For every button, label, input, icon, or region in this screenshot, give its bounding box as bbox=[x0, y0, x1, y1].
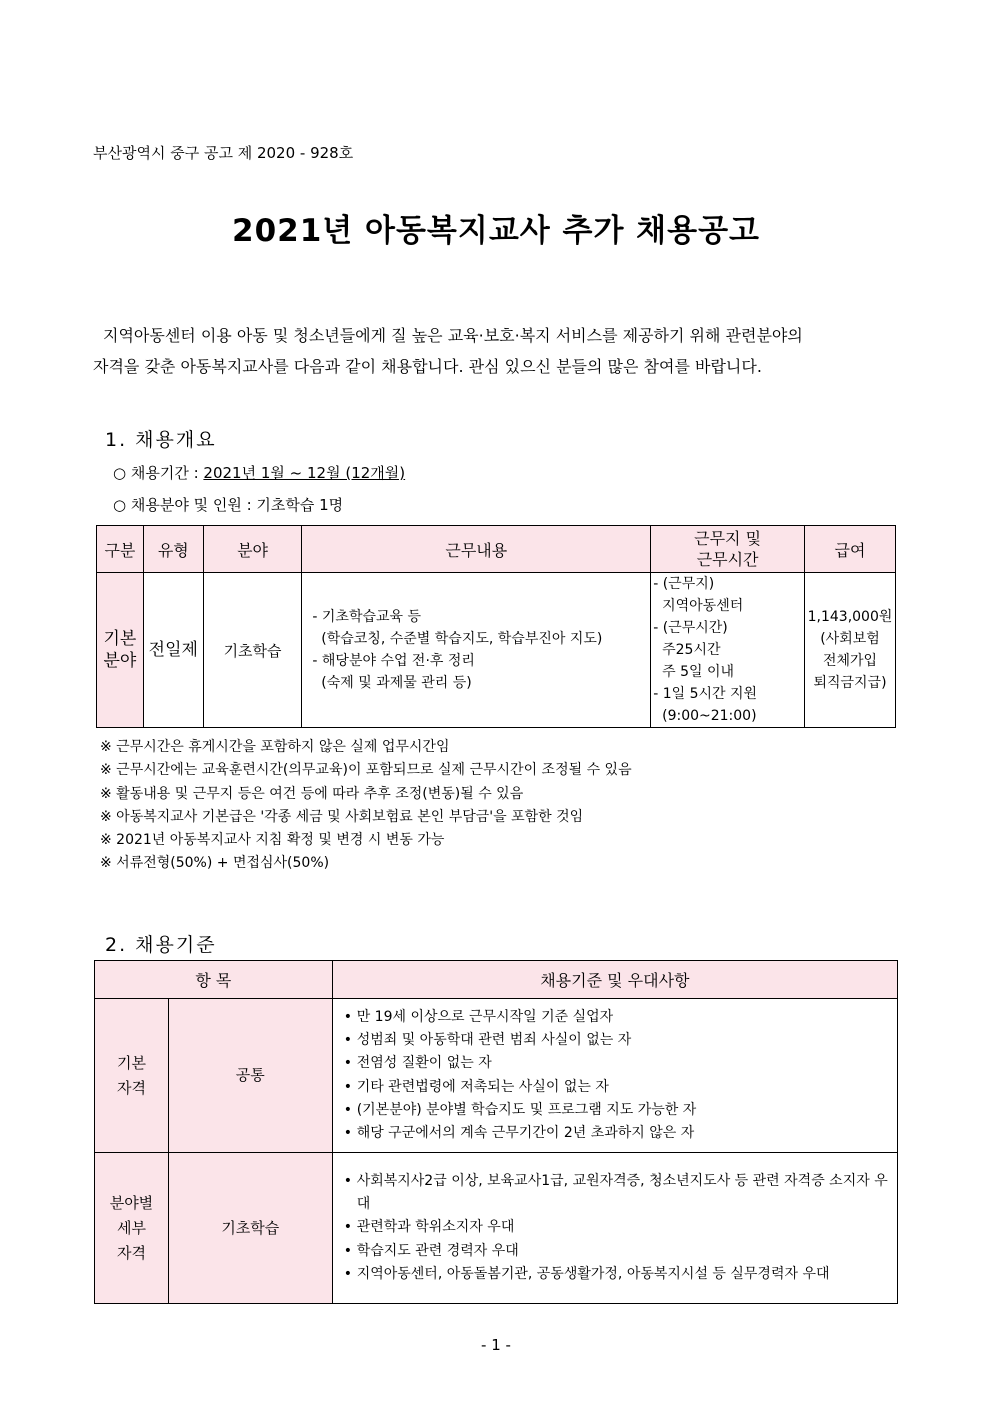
duty-line: (숙제 및 과제물 관리 등) bbox=[312, 675, 472, 691]
criteria-item: • (기본분야) 분야별 학습지도 및 프로그램 지도 가능한 자 bbox=[357, 1099, 889, 1122]
place-line: - (근무시간) bbox=[653, 620, 728, 636]
group-line: 분야별 bbox=[109, 1193, 154, 1212]
header-criteria: 채용기준 및 우대사항 bbox=[332, 961, 897, 999]
duties-cell bbox=[302, 573, 651, 728]
criteria-item: • 사회복지사2급 이상, 보육교사1급, 교원자격증, 청소년지도사 등 관련 자격증 소지자 우대 bbox=[357, 1170, 889, 1216]
group-line: 세부 bbox=[116, 1218, 146, 1237]
header-place-time-line1: 근무지 및 bbox=[694, 529, 762, 548]
sub-common: 공통 bbox=[168, 999, 332, 1153]
header-item: 항 목 bbox=[95, 961, 333, 999]
group-line: 기본 bbox=[116, 1053, 146, 1072]
recruit-period-label: ○ 채용기간 : bbox=[113, 464, 204, 482]
criteria-field-cell bbox=[332, 1153, 897, 1304]
page-number: - 1 - bbox=[481, 1336, 511, 1354]
place-time-cell bbox=[651, 573, 805, 728]
place-line: 주25시간 bbox=[653, 642, 721, 658]
group-field bbox=[95, 1153, 169, 1304]
overview-header-row bbox=[97, 526, 896, 573]
intro-paragraph bbox=[93, 320, 905, 382]
note-item: ※ 근무시간에는 교육훈련시간(의무교육)이 포함되므로 실제 근무시간이 조정될 수 있음 bbox=[100, 762, 632, 779]
note-item: ※ 2021년 아동복지교사 지침 확정 및 변경 시 변동 가능 bbox=[100, 832, 445, 849]
header-type: 유형 bbox=[143, 526, 203, 573]
criteria-item: • 전염성 질환이 없는 자 bbox=[357, 1052, 889, 1075]
sub-basic-learning: 기초학습 bbox=[168, 1153, 332, 1304]
recruit-field: ○ 채용분야 및 인원 : 기초학습 1명 bbox=[113, 496, 344, 514]
criteria-list bbox=[333, 1166, 897, 1290]
place-line: - 1일 5시간 지원 bbox=[653, 686, 758, 702]
criteria-item: • 기타 관련법령에 저촉되는 사실이 없는 자 bbox=[357, 1076, 889, 1099]
place-line: 주 5일 이내 bbox=[653, 664, 735, 680]
overview-table bbox=[96, 525, 896, 728]
document-title: 2021년 아동복지교사 추가 채용공고 bbox=[232, 213, 760, 249]
category-cell bbox=[97, 573, 144, 728]
note-item: ※ 근무시간은 휴게시간을 포함하지 않은 실제 업무시간임 bbox=[100, 739, 450, 755]
pay-note: 퇴직금지급) bbox=[813, 675, 887, 691]
category-line2: 분야 bbox=[103, 651, 137, 671]
header-category: 구분 bbox=[97, 526, 144, 573]
category-line1: 기본 bbox=[103, 629, 137, 649]
header-pay: 급여 bbox=[805, 526, 896, 573]
type-cell: 전일제 bbox=[143, 573, 203, 728]
section-1-heading: 1. 채용개요 bbox=[105, 429, 217, 451]
criteria-row-field bbox=[95, 1153, 898, 1304]
criteria-header-row bbox=[95, 961, 898, 999]
criteria-item: • 성범죄 및 아동학대 관련 범죄 사실이 없는 자 bbox=[357, 1029, 889, 1052]
criteria-basic-cell bbox=[332, 999, 897, 1153]
header-place-time bbox=[651, 526, 805, 573]
criteria-table bbox=[94, 960, 898, 1304]
pay-note: 전체가입 bbox=[822, 653, 878, 669]
pay-note: (사회보험 bbox=[820, 631, 880, 647]
group-line: 자격 bbox=[116, 1078, 146, 1097]
criteria-item: • 해당 구군에서의 계속 근무기간이 2년 초과하지 않은 자 bbox=[357, 1122, 889, 1145]
header-place-time-line2: 근무시간 bbox=[696, 550, 759, 569]
criteria-item: • 관련학과 학위소지자 우대 bbox=[357, 1216, 889, 1239]
pay-amount: 1,143,000원 bbox=[807, 609, 893, 625]
place-line: 지역아동센터 bbox=[653, 598, 744, 614]
duty-line: - 기초학습교육 등 bbox=[312, 609, 422, 625]
header-duties: 근무내용 bbox=[302, 526, 651, 573]
criteria-row-basic bbox=[95, 999, 898, 1153]
criteria-item: • 지역아동센터, 아동돌봄기관, 공동생활가정, 아동복지시설 등 실무경력자 우대 bbox=[357, 1263, 889, 1286]
note-item: ※ 아동복지교사 기본급은 '각종 세금 및 사회보험료 본인 부담금'을 포함한 것임 bbox=[100, 808, 584, 825]
place-line: - (근무지) bbox=[653, 576, 715, 592]
overview-row bbox=[97, 573, 896, 728]
criteria-item: • 만 19세 이상으로 근무시작일 기준 실업자 bbox=[357, 1006, 889, 1029]
duty-line: (학습코칭, 수준별 학습지도, 학습부진아 지도) bbox=[312, 631, 603, 647]
intro-line-2: 자격을 갖춘 아동복지교사를 다음과 같이 채용합니다. 관심 있으신 분들의 많은 참여를 바랍니다. bbox=[93, 357, 762, 376]
criteria-list bbox=[333, 1002, 897, 1149]
group-basic bbox=[95, 999, 169, 1153]
recruit-period-value: 2021년 1월 ~ 12월 (12개월) bbox=[203, 464, 406, 482]
header-field: 분야 bbox=[203, 526, 302, 573]
pay-cell bbox=[805, 573, 896, 728]
field-cell: 기초학습 bbox=[203, 573, 302, 728]
intro-line-1: 지역아동센터 이용 아동 및 청소년들에게 질 높은 교육·보호·복지 서비스를 제공하기 위해 관련분야의 bbox=[103, 326, 803, 345]
group-line: 자격 bbox=[116, 1243, 146, 1262]
notice-number: 부산광역시 중구 공고 제 2020 - 928호 bbox=[93, 144, 354, 162]
criteria-item: • 학습지도 관련 경력자 우대 bbox=[357, 1240, 889, 1263]
section-2-heading: 2. 채용기준 bbox=[105, 934, 217, 956]
note-item: ※ 활동내용 및 근무지 등은 여건 등에 따라 추후 조정(변동)될 수 있음 bbox=[100, 785, 524, 802]
duty-line: - 해당분야 수업 전·후 정리 bbox=[312, 653, 475, 669]
place-line: (9:00~21:00) bbox=[653, 708, 757, 724]
recruit-period bbox=[113, 462, 405, 483]
notes-list bbox=[100, 736, 632, 876]
note-item: ※ 서류전형(50%) + 면접심사(50%) bbox=[100, 855, 330, 872]
